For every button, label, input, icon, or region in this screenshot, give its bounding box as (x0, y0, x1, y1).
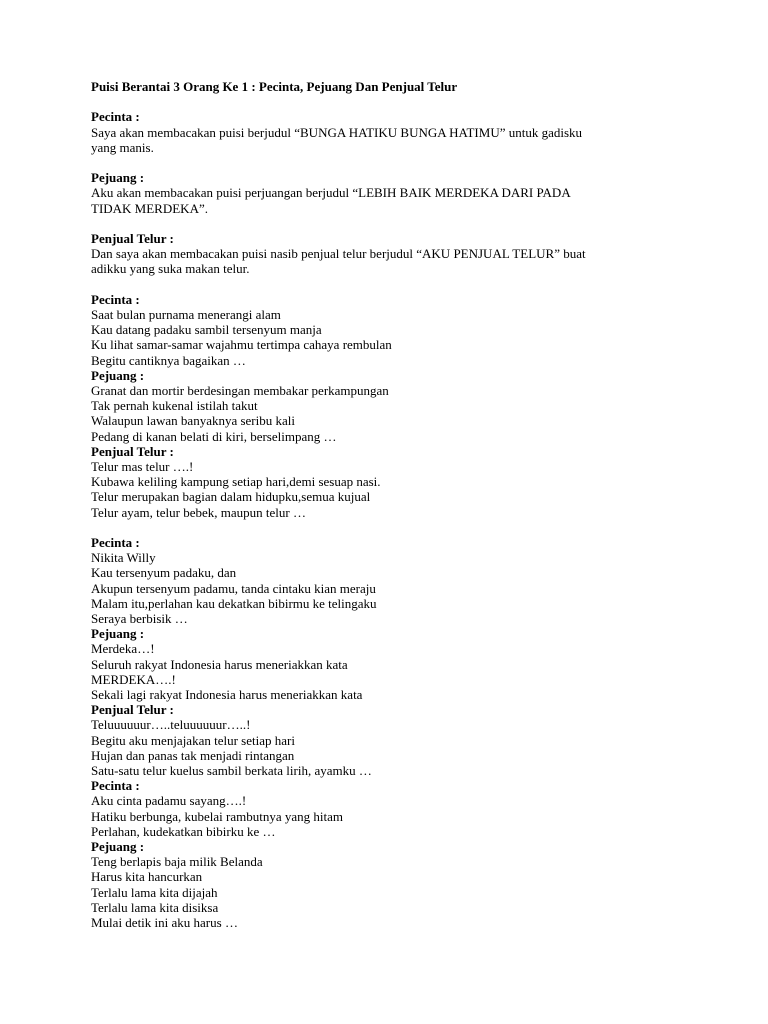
round-one-section (91, 292, 711, 520)
poem-line: Hatiku berbunga, kubelai rambutnya yang hitam (91, 808, 343, 824)
poem-line: Telur ayam, telur bebek, maupun telur … (91, 504, 306, 520)
poem-line: Kau tersenyum padaku, dan (91, 565, 237, 581)
speaker-label: Penjual Telur : (91, 443, 174, 459)
poem-line: Terlalu lama kita disiksa (91, 899, 219, 915)
poem-line: MERDEKA….! (91, 671, 176, 687)
poem-line: Aku cinta padamu sayang….! (91, 793, 247, 809)
speaker-label: Pecinta : (91, 291, 140, 307)
poem-line: Seluruh rakyat Indonesia harus meneriakkan kata (91, 656, 348, 672)
poem-line: Teluuuuuur…..teluuuuuur…..! (91, 717, 251, 733)
document-title: Puisi Berantai 3 Orang Ke 1 : Pecinta, Pejuang Dan Penjual Telur (91, 79, 458, 94)
speaker-label: Penjual Telur : (91, 702, 174, 718)
poem-line: TIDAK MERDEKA”. (91, 200, 208, 216)
poem-line: Hujan dan panas tak menjadi rintangan (91, 747, 295, 763)
stanza-block (91, 368, 711, 444)
poem-content (91, 79, 711, 930)
poem-line: Seraya berbisik … (91, 611, 188, 627)
poem-line: Ku lihat samar-samar wajahmu tertimpa cahaya rembulan (91, 337, 392, 353)
poem-line: Begitu cantiknya bagaikan … (91, 352, 246, 368)
speaker-label: Pecinta : (91, 109, 140, 125)
stanza-block (91, 292, 711, 368)
poem-line: Walaupun lawan banyaknya seribu kali (91, 413, 295, 429)
speaker-label: Pejuang : (91, 367, 145, 383)
speaker-label: Pecinta : (91, 778, 140, 794)
poem-line: Tak pernah kukenal istilah takut (91, 398, 258, 414)
poem-line: Terlalu lama kita dijajah (91, 884, 218, 900)
stanza-block (91, 231, 711, 277)
stanza-block (91, 839, 711, 930)
poem-line: Begitu aku menjajakan telur setiap hari (91, 732, 295, 748)
stanza-block (91, 444, 711, 520)
poem-line: adikku yang suka makan telur. (91, 261, 250, 277)
poem-line: Harus kita hancurkan (91, 869, 203, 885)
speaker-label: Pecinta : (91, 535, 140, 551)
poem-line: Satu-satu telur kuelus sambil berkata lirih, ayamku … (91, 763, 372, 779)
stanza-block (91, 535, 711, 626)
poem-line: Akupun tersenyum padamu, tanda cintaku kian meraju (91, 580, 376, 596)
poem-line: Saat bulan purnama menerangi alam (91, 306, 281, 322)
stanza-block (91, 626, 711, 702)
poem-line: yang manis. (91, 139, 154, 155)
poem-line: Kau datang padaku sambil tersenyum manja (91, 322, 322, 338)
poem-line: Granat dan mortir berdesingan membakar perkampungan (91, 383, 389, 398)
poem-line: Aku akan membacakan puisi perjuangan berjudul “LEBIH BAIK MERDEKA DARI PADA (91, 185, 571, 201)
poem-line: Merdeka…! (91, 641, 155, 657)
poem-line: Pedang di kanan belati di kiri, berselimpang … (91, 428, 337, 444)
speaker-label: Pejuang : (91, 839, 145, 855)
stanza-block (91, 778, 711, 839)
poem-line: Kubawa keliling kampung setiap hari,demi sesuap nasi. (91, 474, 381, 490)
poem-line: Sekali lagi rakyat Indonesia harus meneriakkan kata (91, 687, 363, 703)
poem-line: Dan saya akan membacakan puisi nasib penjual telur berjudul “AKU PENJUAL TELUR” buat (91, 246, 586, 262)
poem-line: Saya akan membacakan puisi berjudul “BUNGA HATIKU BUNGA HATIMU” untuk gadisku (91, 124, 583, 140)
stanza-block (91, 702, 711, 778)
poem-line: Mulai detik ini aku harus … (91, 915, 238, 931)
poem-line: Malam itu,perlahan kau dekatkan bibirmu ke telingaku (91, 595, 377, 611)
stanza-block (91, 170, 711, 216)
intro-section (91, 109, 711, 291)
poem-line: Telur merupakan bagian dalam hidupku,semua kujual (91, 489, 371, 505)
poem-line: Teng berlapis baja milik Belanda (91, 854, 263, 870)
poem-line: Telur mas telur ….! (91, 459, 194, 475)
round-two-section (91, 535, 711, 930)
poem-line: Perlahan, kudekatkan bibirku ke … (91, 823, 276, 839)
poem-line: Nikita Willy (91, 550, 156, 566)
stanza-block (91, 109, 711, 155)
speaker-label: Penjual Telur : (91, 230, 174, 246)
speaker-label: Pejuang : (91, 626, 145, 642)
speaker-label: Pejuang : (91, 170, 145, 186)
